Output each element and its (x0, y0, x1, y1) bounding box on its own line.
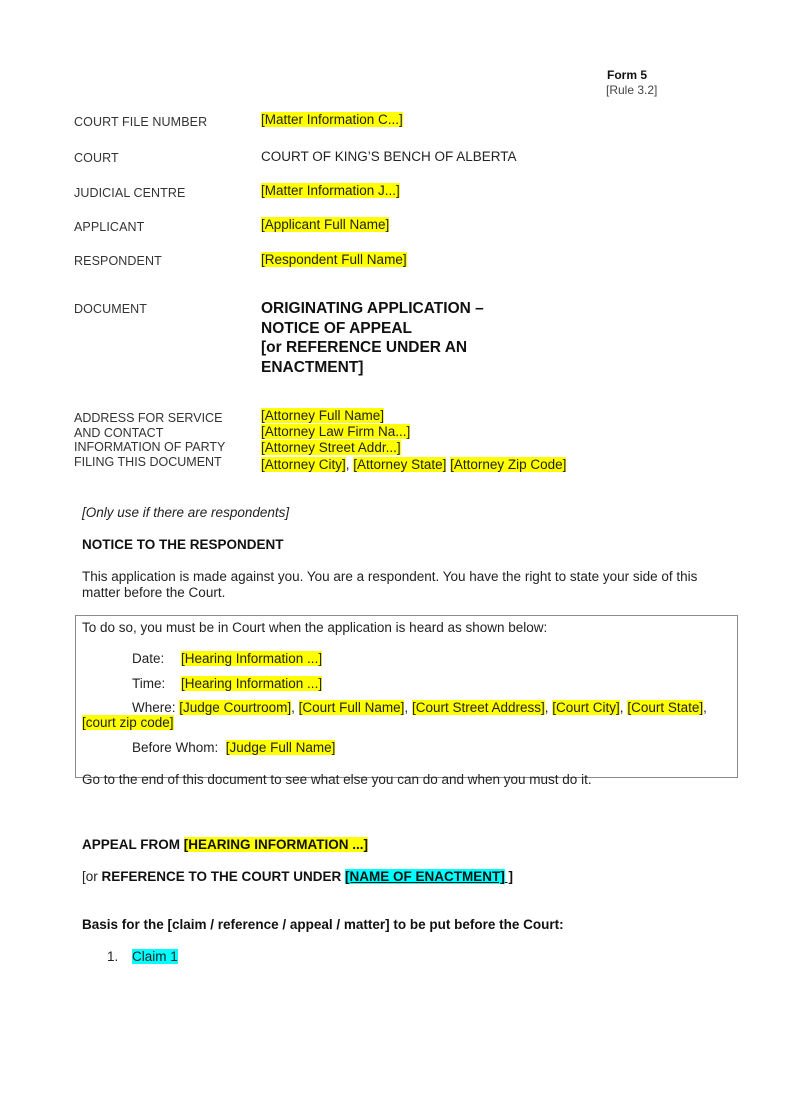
before-whom-line (132, 740, 335, 756)
basis-item-1[interactable] (132, 949, 178, 965)
address-values (261, 408, 566, 473)
claim-1-field[interactable]: Claim 1 (132, 949, 178, 964)
document-label: DOCUMENT (74, 302, 148, 316)
before-whom-label: Before Whom: (132, 740, 219, 755)
applicant-value[interactable]: [Applicant Full Name] (261, 217, 390, 232)
time-label: Time: (132, 676, 166, 691)
attorney-street-field[interactable]: [Attorney Street Addr...] (261, 440, 401, 456)
where-label: Where: (132, 700, 176, 715)
attorney-state-field[interactable]: [Attorney State] (353, 456, 447, 472)
judicial-centre-label: JUDICIAL CENTRE (74, 186, 186, 200)
respondent-field[interactable] (261, 252, 407, 267)
attorney-city-field[interactable]: [Attorney City] (261, 456, 346, 472)
judge-name-field[interactable]: [Judge Full Name] (225, 740, 336, 755)
reference-label: REFERENCE TO THE COURT UNDER (101, 869, 346, 884)
address-label-line-2: AND CONTACT (74, 425, 164, 440)
appeal-from-line (82, 837, 368, 853)
form-number: Form 5 (607, 68, 648, 82)
court-value: COURT OF KING’S BENCH OF ALBERTA (261, 149, 517, 164)
court-zip-line (82, 715, 174, 731)
address-label-line-3: INFORMATION OF PARTY (74, 440, 226, 454)
date-label: Date: (132, 651, 165, 666)
time-value[interactable]: [Hearing Information ...] (181, 676, 323, 691)
document-title-line-3: [or REFERENCE UNDER AN (261, 339, 468, 356)
hearing-intro: To do so, you must be in Court when the application is heard as shown below: (82, 620, 548, 635)
court-city-field[interactable]: [Court City] (552, 700, 620, 715)
address-separator: , (345, 456, 354, 472)
court-street-field[interactable]: [Court Street Address] (411, 700, 545, 715)
court-state-field[interactable]: [Court State] (627, 700, 704, 715)
comma: , (291, 700, 295, 715)
judicial-centre-field[interactable] (261, 183, 400, 198)
attorney-law-firm-field[interactable]: [Attorney Law Firm Na...] (261, 424, 411, 440)
hearing-footer: Go to the end of this document to see what else you can do and when you must do it. (82, 772, 592, 787)
respondent-instruction: [Only use if there are respondents] (82, 505, 290, 520)
document-title-line-2: NOTICE OF APPEAL (261, 319, 412, 337)
courtroom-field[interactable]: [Judge Courtroom] (179, 700, 292, 715)
document-title (261, 299, 581, 377)
comma: , (404, 700, 409, 715)
basis-heading: Basis for the [claim / reference / appeal / matter] to be put before the Court: (82, 917, 564, 932)
comma: , (703, 700, 707, 715)
respondent-label: RESPONDENT (74, 254, 162, 268)
document-title-line-4: ENACTMENT] (261, 358, 364, 376)
notice-paragraph-line-2: matter before the Court. (82, 585, 226, 600)
applicant-field[interactable] (261, 217, 389, 232)
court-label: COURT (74, 151, 119, 165)
appeal-hearing-field[interactable]: [HEARING INFORMATION ...] (183, 837, 368, 852)
attorney-name-field[interactable]: [Attorney Full Name] (261, 408, 385, 423)
date-value[interactable]: [Hearing Information ...] (181, 651, 323, 666)
attorney-zip-field[interactable]: [Attorney Zip Code] (450, 456, 567, 472)
address-label-line-1: ADDRESS FOR SERVICE (74, 411, 223, 425)
comma: , (619, 700, 624, 715)
applicant-label: APPLICANT (74, 220, 145, 234)
reference-close: ] (504, 869, 514, 884)
enactment-field[interactable]: [NAME OF ENACTMENT] (345, 869, 505, 884)
respondent-value[interactable]: [Respondent Full Name] (261, 252, 407, 267)
court-file-number-label: COURT FILE NUMBER (74, 115, 208, 129)
date-field[interactable] (181, 651, 322, 667)
court-name-field[interactable]: [Court Full Name] (298, 700, 405, 715)
court-file-number-field[interactable] (261, 112, 403, 127)
reference-line (82, 869, 513, 885)
address-label-line-4: FILING THIS DOCUMENT (74, 454, 222, 469)
basis-item-number: 1. (107, 949, 119, 964)
judicial-centre-value[interactable]: [Matter Information J...] (261, 183, 400, 198)
notice-heading: NOTICE TO THE RESPONDENT (82, 537, 284, 552)
court-zip-field[interactable]: [court zip code] (82, 715, 174, 730)
comma: , (544, 700, 549, 715)
address-label (74, 411, 225, 469)
appeal-from-label: APPEAL FROM (82, 837, 184, 852)
court-file-number-value[interactable]: [Matter Information C...] (261, 112, 403, 127)
reference-open: [or (82, 869, 102, 884)
document-title-line-1: ORIGINATING APPLICATION – (261, 300, 484, 317)
where-line (132, 700, 707, 716)
time-field[interactable] (181, 676, 322, 692)
rule-reference: [Rule 3.2] (606, 83, 658, 97)
notice-paragraph-line-1: This application is made against you. You are a respondent. You have the right to state your side of this (82, 569, 698, 584)
